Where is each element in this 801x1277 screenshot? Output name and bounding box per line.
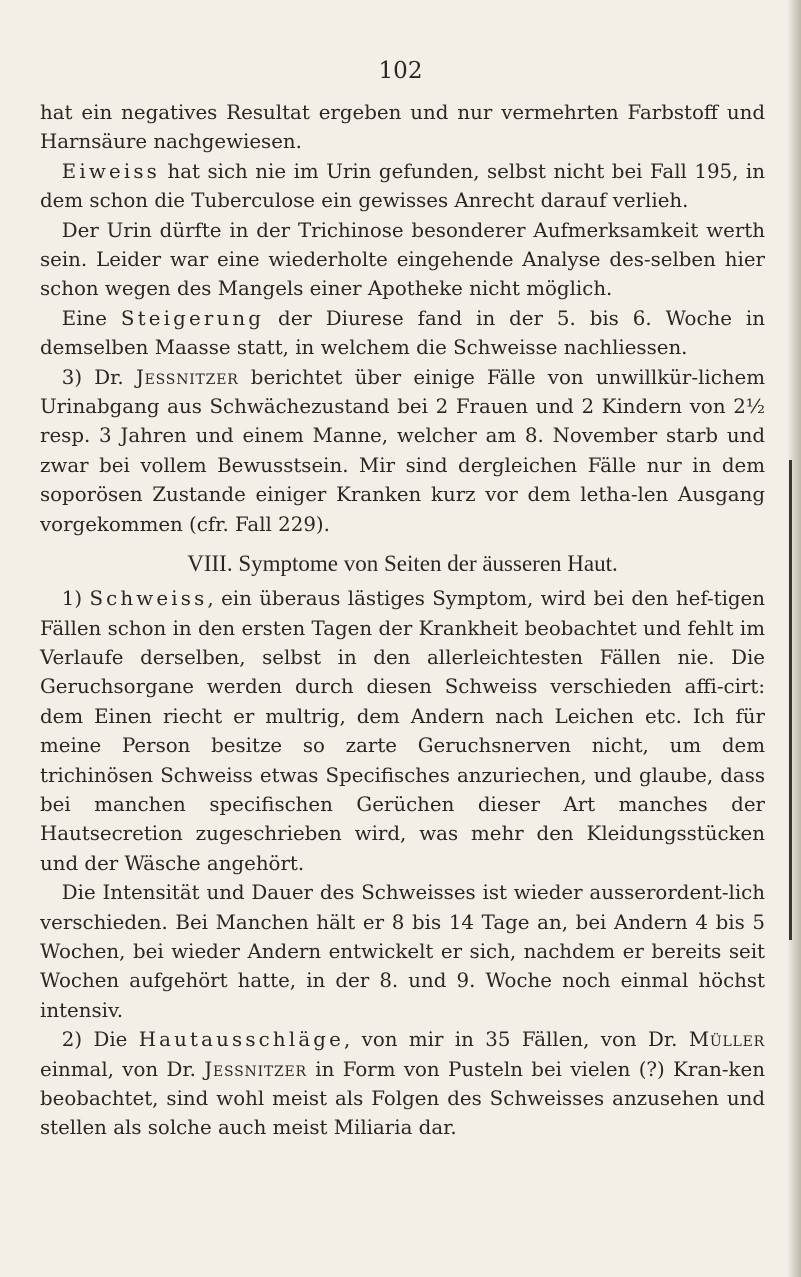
- paragraph-eiweiss: Eiweiss hat sich nie im Urin gefunden, selbst nicht bei Fall 195, in dem schon die Tuberculose ein gewisses Anrecht darauf verlieh.: [40, 159, 765, 213]
- page-number: 102: [378, 58, 423, 84]
- author-name-mueller: Müller: [688, 1028, 765, 1052]
- paragraph-1: hat ein negatives Resultat ergeben und nur vermehrten Farbstoff und Harnsäure nachgewiesen.: [40, 101, 765, 154]
- keyword-steigerung: Steigerung: [120, 306, 265, 330]
- paragraph-urin: Der Urin dürfte in der Trichinose besonderer Aufmerksamkeit werth sein. Leider war eine wiederholte eingehende Analyse des-selben hier schon wegen des Mangels einer Apotheke nicht möglich.: [40, 218, 765, 301]
- paragraph-hautausschlaege: 2) Die Hautausschläge, von mir in 35 Fällen, von Dr. Müller einmal, von Dr. Jessnitzer in Form von Pusteln bei vielen (?) Kran-ken beobachtet, sind wohl meist als Folgen des Schweisses anzusehen und stellen als solche auch meist Miliaria dar.: [40, 1028, 765, 1140]
- paragraph-jessnitzer: 3) Dr. Jessnitzer berichtet über einige Fälle von unwillkür-lichem Urinabgang aus Schwächezustand bei 2 Frauen und 2 Kindern von 2½ resp. 3 Jahren und einem Manne, welcher am 8. November starb und zwar bei vollem Bewusstsein. Mir sind dergleichen Fälle nur in dem soporösen Zustande einiger Kranken kurz vor dem letha-len Ausgang vorgekommen (cfr. Fall 229).: [40, 365, 766, 536]
- keyword-schweiss: Schweiss: [89, 587, 208, 611]
- paragraph-intensitaet: Die Intensität und Dauer des Schweisses ist wieder ausserordent-lich verschieden. Bei Manchen hält er 8 bis 14 Tage an, bei Andern 4 bis 5 Wochen, bei wieder Andern entwickelt er sich, nachdem er bereits seit Wochen aufgehört hatte, in der 8. und 9. Woche noch einmal höchst intensiv.: [40, 881, 765, 1022]
- page-edge-line: [789, 460, 792, 940]
- keyword-hautausschlaege: Hautausschläge: [138, 1028, 344, 1052]
- author-name: Jessnitzer: [135, 365, 239, 389]
- body-text: [40, 98, 765, 1143]
- paragraph-schweiss: 1) Schweiss, ein überaus lästiges Symptom, wird bei den hef-tigen Fällen schon in den ersten Tagen der Krankheit beobachtet und fehlt im Verlaufe derselben, selbst in den allerleichtesten Fällen nie. Die Geruchsorgane werden durch diesen Schweiss verschieden affi-cirt: dem Einen riecht er multrig, dem Andern nach Leichen etc. Ich für meine Person besitze so zarte Geruchsnerven nicht, um dem trichinösen Schweiss etwas Specifisches anzuriechen, und glaube, dass bei manchen specifischen Gerüchen dieser Art manches der Hautsecretion zugeschrieben wird, was mehr den Kleidungsstücken und der Wäsche angehört.: [40, 587, 766, 875]
- author-name-jessnitzer: Jessnitzer: [204, 1057, 307, 1081]
- keyword-eiweiss: Eiweiss: [61, 159, 160, 183]
- section-heading: VIII. Symptome von Seiten der äusseren Haut.: [187, 551, 618, 577]
- paragraph-steigerung: Eine Steigerung der Diurese fand in der 5. bis 6. Woche in demselben Maasse statt, in welchem die Schweisse nachliessen.: [40, 306, 765, 360]
